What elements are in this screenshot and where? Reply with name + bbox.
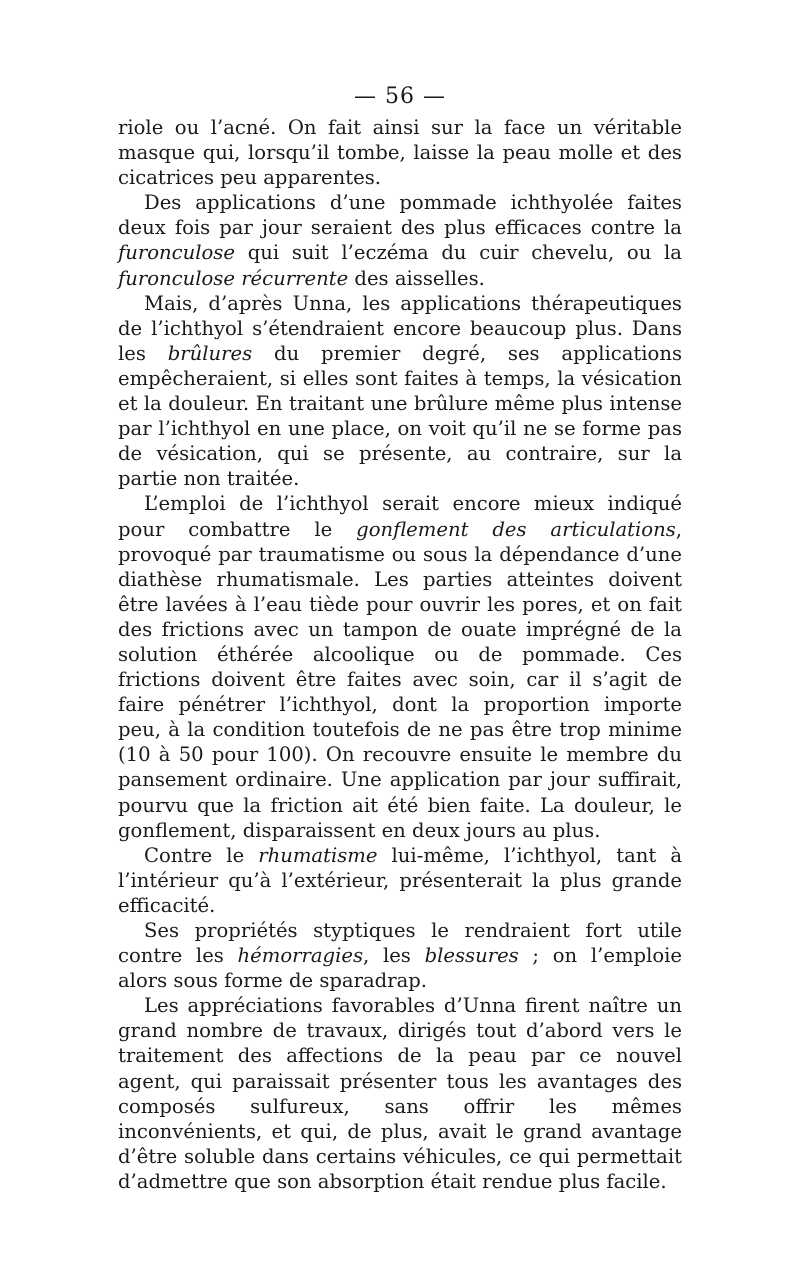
paragraph-p5	[118, 843, 682, 918]
text-run: ; on l’emploie alors sous forme de sparadrap.	[118, 944, 682, 993]
text-run: du premier degré, ses applications empêcheraient, si elles sont faites à temps, la vésication et la douleur. En traitant une brûlure même plus intense par l’ichthyol en une place, on voit qu’il ne se forme pas de vésication, qui se présente, au contraire, sur la partie non traitée.	[118, 341, 682, 491]
text-run: des aisselles.	[348, 266, 485, 290]
text-run: L’emploi de l’ichthyol serait encore mieux indiqué pour combattre le	[118, 492, 682, 541]
page-number: — 56 —	[354, 84, 446, 109]
italic-term: hémorragies	[237, 944, 364, 968]
paragraph-p3	[118, 291, 682, 492]
paragraph-p7	[118, 993, 682, 1194]
text-run: Mais, d’après Unna, les applications thérapeutiques de l’ichthyol s’étendraient encore beaucoup plus. Dans les	[118, 291, 682, 365]
text-body	[118, 115, 682, 1194]
text-run: qui suit l’eczéma du cuir chevelu, ou la	[234, 241, 682, 265]
italic-term: furonculose	[118, 241, 235, 265]
text-run: Ses propriétés styptiques le rendraient fort utile contre les	[118, 919, 682, 968]
text-run: riole ou l’acné. On fait ainsi sur la face un véritable masque qui, lorsqu’il tombe, laisse la peau molle et des cicatrices peu apparentes.	[118, 116, 682, 190]
text-run: Des applications d’une pommade ichthyolée faites deux fois par jour seraient des plus efficaces contre la	[118, 191, 682, 240]
text-run: , les	[363, 944, 425, 968]
italic-term: furonculose récurrente	[118, 266, 349, 290]
text-run: Les appréciations favorables d’Unna firent naître un grand nombre de travaux, dirigés tout d’abord vers le traitement des affections de la peau par ce nouvel agent, qui paraissait présenter tous les avantages des composés sulfureux, sans offrir les mêmes inconvénients, et qui, de plus, avait le grand avantage d’être soluble dans certains véhicules, ce qui permettait d’admettre que son absorption était rendue plus facile.	[118, 994, 682, 1193]
text-run: lui-même, l’ichthyol, tant à l’intérieur qu’à l’extérieur, présenterait la plus grande efficacité.	[118, 843, 683, 917]
italic-term: gonflement des articulations	[356, 517, 676, 541]
text-run: , provoqué par traumatisme ou sous la dépendance d’une diathèse rhumatismale. Les parties atteintes doivent être lavées à l’eau tiède pour ouvrir les pores, et on fait des frictions avec un tampon de ouate imprégné de la solution éthérée alcoolique ou de pommade. Ces frictions doivent être faites avec soin, car il s’agit de faire pénétrer l’ichthyol, dont la proportion importe peu, à la condition toutefois de ne pas être trop minime (10 à 50 pour 100). On recouvre ensuite le membre du pansement ordinaire. Une application par jour suffirait, pourvu que la friction ait été bien faite. La douleur, le gonflement, disparaissent en deux jours au plus.	[118, 517, 682, 842]
paragraph-p2	[118, 190, 682, 290]
italic-term: brûlures	[167, 341, 253, 365]
book-page	[118, 84, 682, 1194]
paragraph-p6	[118, 918, 682, 993]
text-run: Contre le	[144, 843, 259, 867]
italic-term: rhumatisme	[258, 843, 378, 867]
italic-term: blessures	[424, 944, 519, 968]
paragraph-p4	[118, 491, 682, 842]
paragraph-p1	[118, 115, 682, 190]
